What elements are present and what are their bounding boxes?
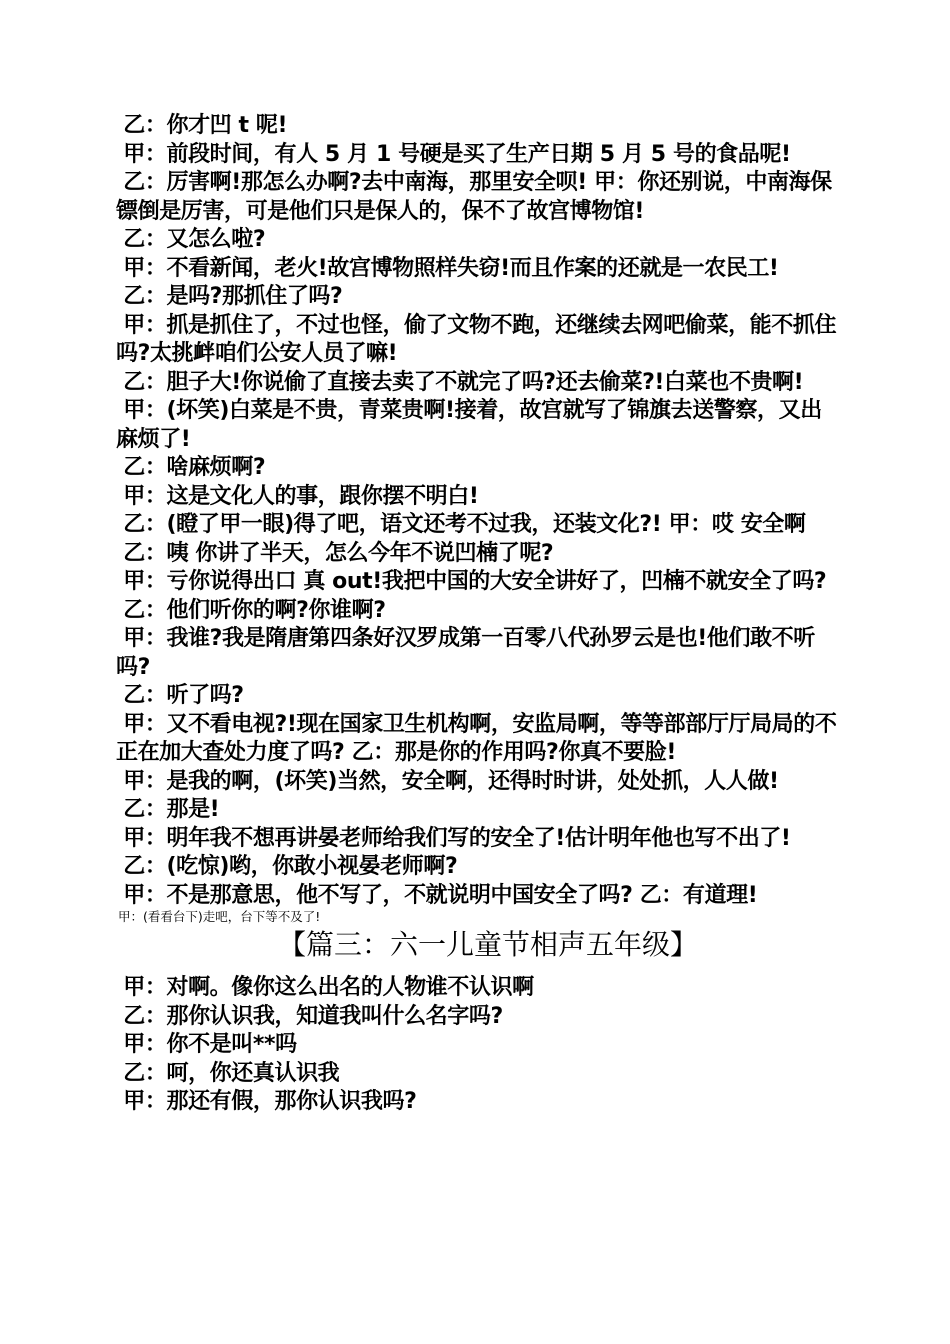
dialogue-line: 甲：不看新闻，老火!故宫博物照样失窃!而且作案的还就是一农民工! bbox=[116, 255, 779, 281]
dialogue-line: 乙：(吃惊)哟，你敢小视晏老师啊? bbox=[116, 854, 458, 879]
dialogue-line: 乙：那你认识我，知道我叫什么名字吗? bbox=[116, 1003, 503, 1029]
dialogue-line: 甲：明年我不想再讲晏老师给我们写的安全了!估计明年他也写不出了! bbox=[116, 825, 791, 851]
dialogue-line: 甲：这是文化人的事，跟你摆不明白! bbox=[116, 483, 479, 509]
dialogue-line: 甲：对啊。像你这么出名的人物谁不认识啊 bbox=[116, 975, 534, 1000]
dialogue-line: 乙：那是! bbox=[116, 797, 220, 822]
dialogue-block-a bbox=[116, 112, 840, 910]
dialogue-line: 甲：又不看电视?!现在国家卫生机构啊，安监局啊，等等部部厅厅局局的不正在加大查处力度了吗? 乙：那是你的作用吗?你真不要脸! bbox=[116, 711, 837, 765]
dialogue-block-b bbox=[116, 974, 840, 1117]
dialogue-line: 乙：他们听你的啊?你谁啊? bbox=[116, 597, 386, 623]
dialogue-line: 乙：你才凹 t 呢! bbox=[116, 113, 288, 138]
dialogue-line: 乙：是吗?那抓住了吗? bbox=[116, 284, 343, 309]
dialogue-line: 甲：亏你说得出口 真 out!我把中国的大安全讲好了，凹楠不就安全了吗? bbox=[116, 569, 827, 594]
dialogue-line: 乙：胆子大!你说偷了直接去卖了不就完了吗?还去偷菜?!白菜也不贵啊! bbox=[116, 369, 804, 395]
dialogue-line: 乙：啥麻烦啊? bbox=[116, 455, 266, 480]
dialogue-line: 甲：你不是叫**吗 bbox=[116, 1032, 297, 1057]
dialogue-line: 甲：我谁?我是隋唐第四条好汉罗成第一百零八代孙罗云是也!他们敢不听吗? bbox=[116, 626, 815, 680]
dialogue-line: 乙：又怎么啦? bbox=[116, 227, 266, 252]
dialogue-line: 甲：是我的啊，(坏笑)当然，安全啊，还得时时讲，处处抓，人人做! bbox=[116, 768, 779, 794]
stage-direction-line: 甲：(看看台下)走吧，台下等不及了! bbox=[118, 909, 321, 924]
section-heading: 【篇三：六一儿童节相声五年级】 bbox=[277, 928, 698, 961]
dialogue-line: 乙：呵，你还真认识我 bbox=[116, 1060, 340, 1086]
dialogue-line: 乙：听了吗? bbox=[116, 683, 244, 708]
dialogue-line: 甲：不是那意思，他不写了，不就说明中国安全了吗? 乙：有道理! bbox=[116, 882, 758, 908]
document-page bbox=[116, 112, 840, 1117]
dialogue-line: 乙：(瞪了甲一眼)得了吧，语文还考不过我，还装文化?! 甲：哎 安全啊 bbox=[116, 512, 806, 537]
dialogue-line: 甲：抓是抓住了，不过也怪，偷了文物不跑，还继续去网吧偷菜，能不抓住吗?太挑衅咱们公安人员了嘛! bbox=[116, 312, 837, 366]
dialogue-line: 甲：那还有假，那你认识我吗? bbox=[116, 1089, 417, 1114]
dialogue-line: 乙：咦 你讲了半天，怎么今年不说凹楠了呢? bbox=[116, 540, 554, 566]
dialogue-line: 甲：前段时间，有人 5 月 1 号硬是买了生产日期 5 月 5 号的食品呢! bbox=[116, 141, 791, 167]
dialogue-line: 乙：厉害啊!那怎么办啊?去中南海，那里安全呗! 甲：你还别说，中南海保镖倒是厉害，可是他们只是保人的，保不了故宫博物馆! bbox=[116, 170, 832, 224]
dialogue-line: 甲：(坏笑)白菜是不贵，青菜贵啊!接着，故宫就写了锦旗去送警察，又出麻烦了! bbox=[116, 398, 822, 452]
